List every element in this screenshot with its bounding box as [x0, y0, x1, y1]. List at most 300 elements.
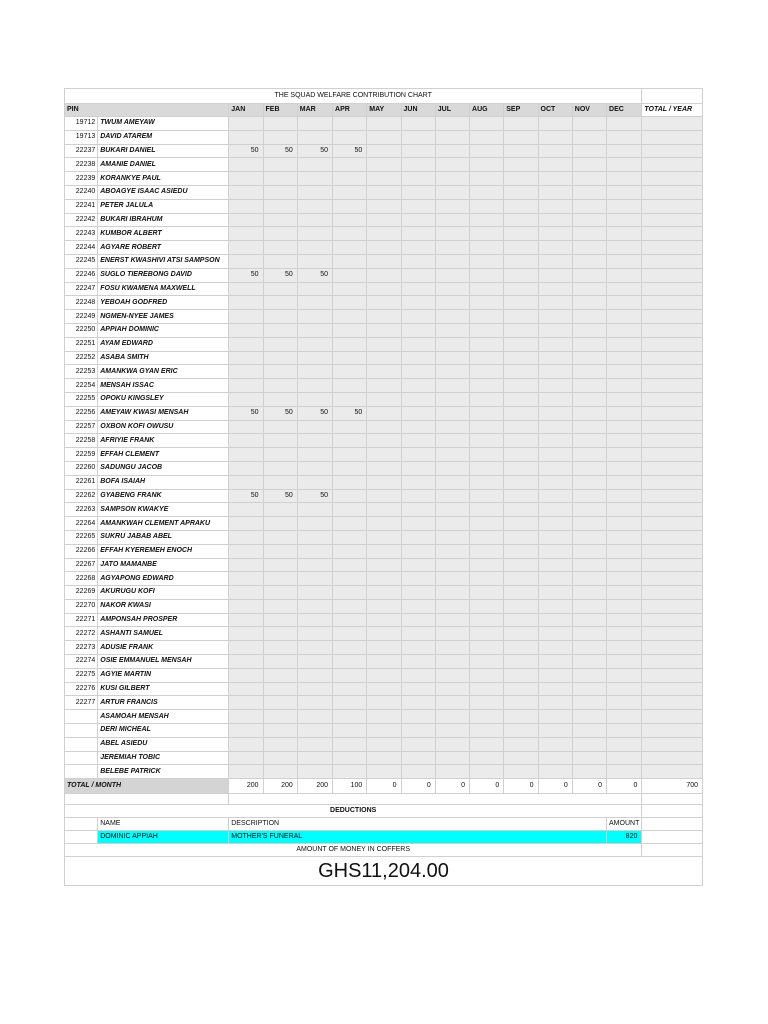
member-month-cell	[607, 461, 642, 475]
member-total-cell	[642, 489, 703, 503]
member-month-cell	[470, 227, 504, 241]
member-month-cell	[263, 682, 297, 696]
member-month-cell	[607, 613, 642, 627]
member-total-cell	[642, 682, 703, 696]
member-month-cell	[538, 199, 572, 213]
member-month-cell	[470, 724, 504, 738]
member-month-cell	[297, 599, 332, 613]
member-month-cell	[401, 337, 435, 351]
member-month-cell	[367, 268, 401, 282]
member-total-cell	[642, 227, 703, 241]
member-month-cell	[538, 227, 572, 241]
member-month-cell	[504, 586, 538, 600]
total-month-value: 0	[572, 779, 606, 794]
member-month-cell	[435, 144, 469, 158]
member-month-cell	[229, 655, 263, 669]
member-month-cell	[572, 627, 606, 641]
member-month-cell	[229, 130, 263, 144]
member-row	[65, 710, 703, 724]
member-month-cell	[367, 379, 401, 393]
member-month-cell	[263, 530, 297, 544]
member-month-cell	[401, 323, 435, 337]
member-month-cell	[538, 503, 572, 517]
member-month-cell	[572, 227, 606, 241]
member-month-cell	[367, 696, 401, 710]
member-month-cell	[504, 434, 538, 448]
member-month-cell	[607, 158, 642, 172]
member-month-cell	[297, 296, 332, 310]
member-month-cell	[607, 365, 642, 379]
member-month-cell	[572, 337, 606, 351]
member-month-cell	[504, 461, 538, 475]
member-month-cell	[229, 530, 263, 544]
member-month-cell	[297, 572, 332, 586]
member-name: AMANKWAH CLEMENT APRAKU	[98, 517, 229, 531]
total-month-value: 0	[367, 779, 401, 794]
member-month-cell	[367, 751, 401, 765]
member-pin: 22260	[65, 461, 98, 475]
member-month-cell	[435, 172, 469, 186]
member-name: OXBON KOFI OWUSU	[98, 420, 229, 434]
header-month: MAR	[297, 104, 332, 117]
member-month-cell	[572, 296, 606, 310]
member-pin: 22269	[65, 586, 98, 600]
member-month-cell	[229, 710, 263, 724]
member-row	[65, 599, 703, 613]
member-month-cell	[333, 503, 367, 517]
member-month-cell	[504, 351, 538, 365]
member-name: KORANKYE PAUL	[98, 172, 229, 186]
member-name: OPOKU KINGSLEY	[98, 392, 229, 406]
total-month-value: 200	[297, 779, 332, 794]
member-month-cell	[297, 696, 332, 710]
member-row	[65, 185, 703, 199]
member-month-cell	[435, 737, 469, 751]
member-row	[65, 282, 703, 296]
member-month-cell	[435, 323, 469, 337]
member-month-cell	[538, 599, 572, 613]
coffers-amount: GHS11,204.00	[65, 857, 703, 886]
member-pin: 22256	[65, 406, 98, 420]
member-month-cell	[470, 461, 504, 475]
member-total-cell	[642, 586, 703, 600]
member-pin: 22270	[65, 599, 98, 613]
member-total-cell	[642, 254, 703, 268]
member-month-cell	[333, 668, 367, 682]
member-pin: 22255	[65, 392, 98, 406]
member-name: KUMBOR ALBERT	[98, 227, 229, 241]
member-name: ASABA SMITH	[98, 351, 229, 365]
member-total-cell	[642, 503, 703, 517]
member-name: APPIAH DOMINIC	[98, 323, 229, 337]
member-month-cell	[401, 434, 435, 448]
member-month-cell	[572, 185, 606, 199]
member-month-cell	[572, 558, 606, 572]
member-month-cell	[297, 517, 332, 531]
member-month-cell	[504, 530, 538, 544]
member-row	[65, 172, 703, 186]
member-month-cell	[435, 668, 469, 682]
member-month-cell	[367, 172, 401, 186]
member-total-cell	[642, 737, 703, 751]
member-month-cell	[297, 586, 332, 600]
header-month: APR	[333, 104, 367, 117]
member-month-cell	[333, 572, 367, 586]
member-month-cell	[229, 392, 263, 406]
header-month: JUN	[401, 104, 435, 117]
member-month-cell	[607, 310, 642, 324]
member-month-cell	[504, 268, 538, 282]
member-month-cell	[263, 392, 297, 406]
member-month-cell	[367, 682, 401, 696]
member-month-cell	[538, 682, 572, 696]
member-month-cell	[470, 365, 504, 379]
member-pin: 22271	[65, 613, 98, 627]
member-row	[65, 296, 703, 310]
member-month-cell	[229, 475, 263, 489]
member-row	[65, 461, 703, 475]
member-month-cell	[607, 724, 642, 738]
member-total-cell	[642, 117, 703, 131]
member-month-cell	[538, 406, 572, 420]
member-month-cell	[538, 420, 572, 434]
member-month-cell	[367, 613, 401, 627]
member-month-cell	[538, 765, 572, 779]
member-month-cell	[435, 379, 469, 393]
member-total-cell	[642, 282, 703, 296]
member-month-cell	[263, 668, 297, 682]
member-month-cell	[333, 282, 367, 296]
member-name: AGYAPONG EDWARD	[98, 572, 229, 586]
member-month-cell	[435, 254, 469, 268]
member-month-cell	[572, 213, 606, 227]
member-month-cell	[470, 337, 504, 351]
member-month-cell	[401, 489, 435, 503]
member-row	[65, 724, 703, 738]
member-month-cell	[572, 158, 606, 172]
member-name: GYABENG FRANK	[98, 489, 229, 503]
member-month-cell	[401, 351, 435, 365]
header-month: NOV	[572, 104, 606, 117]
member-month-cell: 50	[333, 406, 367, 420]
member-month-cell	[572, 392, 606, 406]
member-pin: 22240	[65, 185, 98, 199]
member-month-cell	[470, 117, 504, 131]
member-month-cell	[504, 599, 538, 613]
member-month-cell	[470, 668, 504, 682]
deduction-row	[65, 831, 703, 844]
member-month-cell	[401, 627, 435, 641]
member-month-cell	[333, 365, 367, 379]
member-month-cell	[333, 434, 367, 448]
member-month-cell	[229, 668, 263, 682]
member-month-cell	[538, 448, 572, 462]
member-name: KUSI GILBERT	[98, 682, 229, 696]
member-name: AMPONSAH PROSPER	[98, 613, 229, 627]
member-month-cell	[333, 172, 367, 186]
member-month-cell: 50	[229, 406, 263, 420]
total-month-value: 0	[401, 779, 435, 794]
member-pin: 22265	[65, 530, 98, 544]
member-total-cell	[642, 323, 703, 337]
header-total-year: TOTAL / YEAR	[642, 104, 703, 117]
member-month-cell	[333, 517, 367, 531]
member-month-cell	[367, 337, 401, 351]
member-month-cell	[538, 586, 572, 600]
member-month-cell	[607, 351, 642, 365]
member-month-cell	[401, 572, 435, 586]
member-month-cell	[435, 213, 469, 227]
member-month-cell	[297, 724, 332, 738]
member-month-cell	[333, 448, 367, 462]
member-month-cell	[538, 268, 572, 282]
member-month-cell	[504, 737, 538, 751]
member-row	[65, 337, 703, 351]
member-month-cell	[229, 351, 263, 365]
member-month-cell	[435, 710, 469, 724]
member-pin: 22249	[65, 310, 98, 324]
member-row	[65, 765, 703, 779]
member-month-cell	[297, 351, 332, 365]
member-month-cell	[572, 586, 606, 600]
member-month-cell	[538, 696, 572, 710]
member-month-cell	[297, 172, 332, 186]
member-month-cell: 50	[229, 268, 263, 282]
member-month-cell	[263, 158, 297, 172]
member-month-cell	[607, 668, 642, 682]
member-total-cell	[642, 765, 703, 779]
member-name: ARTUR FRANCIS	[98, 696, 229, 710]
member-month-cell	[435, 503, 469, 517]
member-month-cell	[470, 655, 504, 669]
member-month-cell	[572, 199, 606, 213]
member-total-cell	[642, 710, 703, 724]
member-month-cell	[367, 641, 401, 655]
member-total-cell	[642, 379, 703, 393]
member-month-cell	[229, 365, 263, 379]
member-month-cell	[229, 572, 263, 586]
member-total-cell	[642, 668, 703, 682]
member-month-cell	[333, 461, 367, 475]
member-name: TWUM AMEYAW	[98, 117, 229, 131]
member-month-cell	[263, 351, 297, 365]
member-row	[65, 199, 703, 213]
member-month-cell	[504, 392, 538, 406]
member-month-cell	[229, 696, 263, 710]
member-month-cell	[607, 448, 642, 462]
member-month-cell	[333, 655, 367, 669]
member-month-cell	[572, 379, 606, 393]
member-month-cell	[229, 227, 263, 241]
member-month-cell	[297, 668, 332, 682]
member-row	[65, 213, 703, 227]
member-month-cell	[607, 130, 642, 144]
member-month-cell	[367, 351, 401, 365]
member-pin: 19712	[65, 117, 98, 131]
member-month-cell	[572, 448, 606, 462]
member-pin: 22276	[65, 682, 98, 696]
member-month-cell	[229, 599, 263, 613]
member-month-cell	[470, 627, 504, 641]
member-month-cell	[333, 613, 367, 627]
member-month-cell	[470, 130, 504, 144]
member-month-cell	[538, 296, 572, 310]
member-month-cell	[504, 751, 538, 765]
member-month-cell	[297, 461, 332, 475]
member-month-cell	[470, 710, 504, 724]
member-row	[65, 434, 703, 448]
member-name: JEREMIAH TOBIC	[98, 751, 229, 765]
member-month-cell	[367, 144, 401, 158]
member-month-cell	[504, 337, 538, 351]
member-month-cell	[435, 282, 469, 296]
member-name: BUKARI DANIEL	[98, 144, 229, 158]
member-name: ABOAGYE ISAAC ASIEDU	[98, 185, 229, 199]
member-month-cell	[538, 613, 572, 627]
member-month-cell	[333, 724, 367, 738]
contribution-sheet	[64, 88, 703, 886]
member-pin: 19713	[65, 130, 98, 144]
member-month-cell	[470, 517, 504, 531]
total-month-value: 0	[504, 779, 538, 794]
member-month-cell	[401, 558, 435, 572]
member-month-cell	[504, 503, 538, 517]
member-name: OSIE EMMANUEL MENSAH	[98, 655, 229, 669]
member-month-cell	[401, 530, 435, 544]
deduction-description-header: DESCRIPTION	[229, 818, 607, 831]
member-pin: 22254	[65, 379, 98, 393]
member-total-cell	[642, 310, 703, 324]
member-month-cell	[607, 144, 642, 158]
member-month-cell	[435, 682, 469, 696]
member-pin: 22273	[65, 641, 98, 655]
member-month-cell	[435, 461, 469, 475]
member-month-cell	[504, 724, 538, 738]
member-month-cell	[504, 682, 538, 696]
member-name: DERI MICHEAL	[98, 724, 229, 738]
member-month-cell	[367, 434, 401, 448]
member-month-cell	[297, 379, 332, 393]
member-row	[65, 144, 703, 158]
member-month-cell	[401, 696, 435, 710]
member-row	[65, 558, 703, 572]
member-month-cell	[367, 323, 401, 337]
member-month-cell	[297, 655, 332, 669]
member-month-cell	[297, 241, 332, 255]
member-month-cell	[297, 420, 332, 434]
member-row	[65, 310, 703, 324]
member-row	[65, 682, 703, 696]
member-month-cell	[333, 227, 367, 241]
member-month-cell	[470, 144, 504, 158]
member-month-cell	[367, 558, 401, 572]
member-month-cell	[607, 765, 642, 779]
member-month-cell	[263, 737, 297, 751]
member-pin	[65, 724, 98, 738]
member-month-cell	[572, 489, 606, 503]
member-month-cell	[401, 365, 435, 379]
member-month-cell	[435, 365, 469, 379]
member-pin: 22277	[65, 696, 98, 710]
member-month-cell	[572, 765, 606, 779]
member-total-cell	[642, 130, 703, 144]
member-month-cell	[572, 130, 606, 144]
member-month-cell	[401, 172, 435, 186]
member-month-cell	[297, 434, 332, 448]
member-month-cell	[607, 517, 642, 531]
member-month-cell	[229, 185, 263, 199]
member-month-cell	[263, 586, 297, 600]
member-month-cell	[504, 489, 538, 503]
member-pin: 22261	[65, 475, 98, 489]
total-month-value: 0	[538, 779, 572, 794]
member-month-cell	[401, 185, 435, 199]
member-month-cell	[470, 765, 504, 779]
member-month-cell	[333, 530, 367, 544]
member-month-cell	[607, 558, 642, 572]
member-month-cell	[263, 475, 297, 489]
member-month-cell	[297, 392, 332, 406]
member-month-cell	[297, 475, 332, 489]
member-month-cell	[297, 310, 332, 324]
member-month-cell	[401, 130, 435, 144]
member-month-cell	[367, 227, 401, 241]
member-month-cell	[333, 268, 367, 282]
member-month-cell	[297, 627, 332, 641]
member-total-cell	[642, 517, 703, 531]
member-month-cell	[538, 282, 572, 296]
member-name: YEBOAH GODFRED	[98, 296, 229, 310]
member-month-cell	[504, 227, 538, 241]
member-pin: 22250	[65, 323, 98, 337]
member-pin: 22264	[65, 517, 98, 531]
member-month-cell: 50	[263, 144, 297, 158]
member-month-cell	[367, 517, 401, 531]
member-pin: 22274	[65, 655, 98, 669]
member-total-cell	[642, 558, 703, 572]
member-month-cell	[470, 406, 504, 420]
member-month-cell	[229, 158, 263, 172]
member-month-cell	[572, 682, 606, 696]
member-month-cell	[470, 613, 504, 627]
member-month-cell: 50	[263, 489, 297, 503]
member-month-cell	[470, 448, 504, 462]
total-month-value: 0	[607, 779, 642, 794]
member-month-cell	[333, 117, 367, 131]
member-month-cell	[229, 199, 263, 213]
member-total-cell	[642, 268, 703, 282]
member-month-cell	[504, 406, 538, 420]
member-pin: 22243	[65, 227, 98, 241]
member-month-cell	[504, 144, 538, 158]
member-month-cell	[538, 530, 572, 544]
member-month-cell	[263, 296, 297, 310]
member-month-cell	[229, 641, 263, 655]
member-name: AMANIE DANIEL	[98, 158, 229, 172]
member-month-cell	[367, 241, 401, 255]
member-pin: 22258	[65, 434, 98, 448]
member-month-cell	[607, 392, 642, 406]
member-month-cell	[435, 434, 469, 448]
member-month-cell	[401, 517, 435, 531]
member-pin: 22241	[65, 199, 98, 213]
member-month-cell: 50	[297, 489, 332, 503]
member-month-cell	[538, 144, 572, 158]
member-month-cell	[607, 586, 642, 600]
member-pin: 22238	[65, 158, 98, 172]
member-month-cell	[367, 130, 401, 144]
member-row	[65, 117, 703, 131]
